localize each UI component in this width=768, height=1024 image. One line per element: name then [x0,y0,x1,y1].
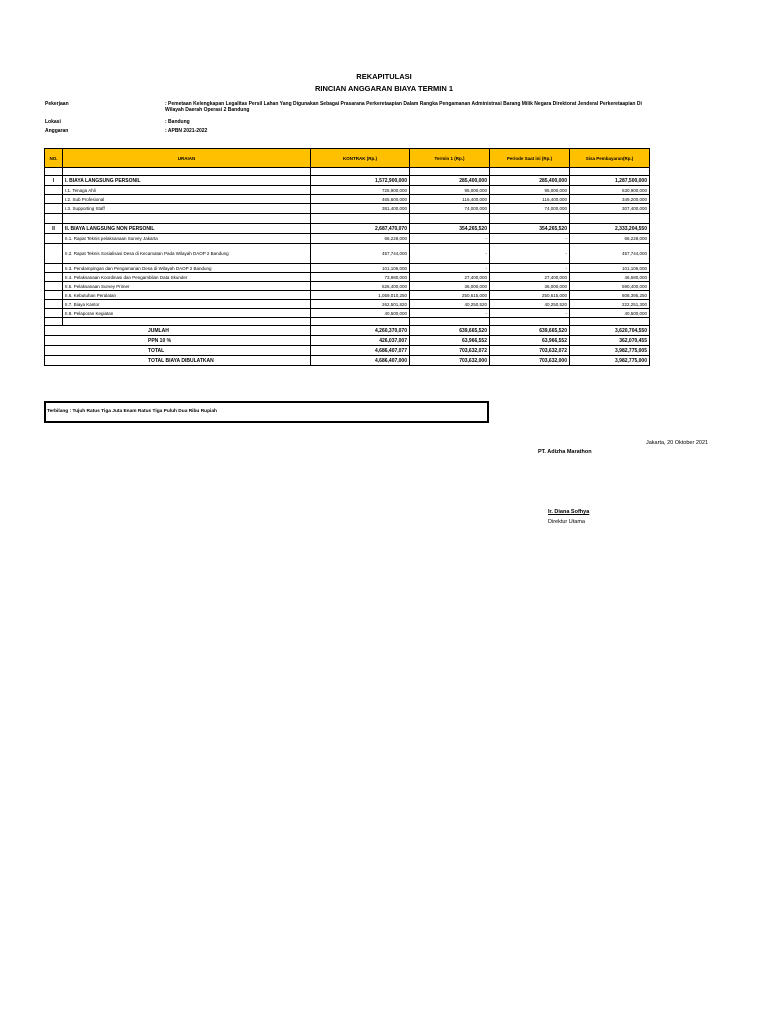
row-termin: - [410,264,490,273]
total-sisa: 3,620,704,550 [570,326,650,336]
total-periode: 703,632,000 [490,356,570,366]
row-periode: - [490,264,570,273]
total-kontrak: 426,037,007 [311,336,410,346]
spacer-cell [311,214,410,224]
row-uraian: II.7. Biaya Kantor [63,300,311,309]
info-value: : Bandung [165,119,190,125]
row-kontrak: 73,980,000 [311,273,410,282]
budget-table [44,148,650,366]
table-row [45,204,650,214]
row-termin: 116,400,000 [410,195,490,204]
total-sisa: 362,070,455 [570,336,650,346]
row-sisa: 66,228,000 [570,234,650,244]
info-label: Anggaran [45,128,69,134]
row-kontrak: 2,687,470,070 [311,224,410,234]
row-sisa: 307,400,000 [570,204,650,214]
table-row [45,176,650,186]
row-kontrak: 262,501,820 [311,300,410,309]
spacer-cell [311,318,410,326]
total-periode: 63,966,552 [490,336,570,346]
total-row [45,356,650,366]
row-sisa: 46,580,000 [570,273,650,282]
total-kontrak: 4,260,370,070 [311,326,410,336]
row-periode: 74,000,000 [490,204,570,214]
row-sisa: 101,106,000 [570,264,650,273]
total-row [45,336,650,346]
row-termin: 95,000,000 [410,186,490,195]
row-kontrak: 101,106,000 [311,264,410,273]
row-no [45,300,63,309]
spacer-cell [490,318,570,326]
spacer-cell [311,168,410,176]
table-row [45,195,650,204]
header-no: NO. [45,149,63,168]
row-periode: 285,400,000 [490,176,570,186]
row-kontrak: 626,400,000 [311,282,410,291]
row-uraian: II.4. Pelaksanaan Koordinasi dan Pengambilan Data Skunder [63,273,311,282]
row-sisa: 808,395,250 [570,291,650,300]
row-termin: 354,265,520 [410,224,490,234]
row-periode: - [490,244,570,264]
row-no: II [45,224,63,234]
row-uraian: II. BIAYA LANGSUNG NON PERSONIL [63,224,311,234]
row-no [45,273,63,282]
row-sisa: 222,251,300 [570,300,650,309]
table-row [45,309,650,318]
row-sisa: 349,200,000 [570,195,650,204]
row-sisa: 590,400,000 [570,282,650,291]
spacer-cell [410,214,490,224]
row-termin: 250,615,000 [410,291,490,300]
row-sisa: 630,900,000 [570,186,650,195]
signature-name: Ir. Diana Sofhya [548,509,590,515]
row-periode: 116,400,000 [490,195,570,204]
table-row [45,186,650,195]
row-termin: 40,250,520 [410,300,490,309]
spacer-cell [570,318,650,326]
header-kontrak: KONTRAK (Rp.) [311,149,410,168]
table-header-row [45,149,650,168]
total-sisa: 3,982,775,005 [570,346,650,356]
spacer-cell [63,214,311,224]
spacer-cell [45,168,63,176]
budget-table-body [45,149,650,366]
row-kontrak: 725,900,000 [311,186,410,195]
total-kontrak: 4,686,407,077 [311,346,410,356]
signature-position: Direktur Utama [548,519,585,525]
info-label: Pekerjaan [45,101,69,107]
row-termin: 285,400,000 [410,176,490,186]
total-sisa: 3,982,775,000 [570,356,650,366]
row-termin: 27,400,000 [410,273,490,282]
header-sisa: Sisa Pembayaran(Rp.) [570,149,650,168]
row-periode: 40,250,520 [490,300,570,309]
header-uraian: URAIAN [63,149,311,168]
row-termin: 74,000,000 [410,204,490,214]
row-kontrak: 1,059,010,250 [311,291,410,300]
table-row [45,224,650,234]
table-row [45,234,650,244]
row-periode: 250,615,000 [490,291,570,300]
terbilang-box: Terbilang : Tujuh Ratus Tiga Juta Enam Ratus Tiga Puluh Dua Ribu Rupiah [44,401,489,423]
row-uraian: II.5. Pelaksanaan Survey Primer [63,282,311,291]
table-row [45,244,650,264]
row-uraian: I.1. Tenaga Ahli [63,186,311,195]
row-no [45,309,63,318]
total-kontrak: 4,686,407,000 [311,356,410,366]
row-sisa: 2,333,204,550 [570,224,650,234]
row-kontrak: 381,400,000 [311,204,410,214]
signature-company: PT. Adizha Marathon [538,449,592,455]
spacer-cell [410,318,490,326]
table-row [45,264,650,273]
doc-subtitle: RINCIAN ANGGARAN BIAYA TERMIN 1 [314,84,454,93]
row-kontrak: 66,228,000 [311,234,410,244]
total-label: TOTAL BIAYA DIBULATKAN [45,356,311,366]
signature-place-date: Jakarta, 20 Oktober 2021 [646,440,709,446]
table-row [45,300,650,309]
total-row [45,346,650,356]
total-termin: 703,632,072 [410,346,490,356]
total-label: PPN 10 % [45,336,311,346]
row-no [45,204,63,214]
row-no [45,291,63,300]
row-uraian: II.8. Pelaporan Kegiatan [63,309,311,318]
row-uraian: II.1. Rapat Teknis pelaksanaan Survey Jakarta [63,234,311,244]
row-kontrak: 1,572,900,000 [311,176,410,186]
row-termin: 36,000,000 [410,282,490,291]
row-periode: 95,000,000 [490,186,570,195]
total-termin: 63,966,552 [410,336,490,346]
row-no [45,264,63,273]
total-periode: 703,632,072 [490,346,570,356]
row-termin: - [410,234,490,244]
spacer-cell [410,168,490,176]
table-row [45,282,650,291]
row-kontrak: 457,744,000 [311,244,410,264]
info-value: : APBN 2021-2022 [165,128,208,134]
row-periode: 27,400,000 [490,273,570,282]
info-label: Lokasi [45,119,61,125]
row-no [45,186,63,195]
table-row [45,273,650,282]
row-sisa: 40,500,000 [570,309,650,318]
table-row [45,291,650,300]
spacer-cell [63,318,311,326]
row-uraian: I.3. Supporting Staff [63,204,311,214]
spacer-cell [45,318,63,326]
spacer-row [45,214,650,224]
row-kontrak: 40,500,000 [311,309,410,318]
total-label: JUMLAH [45,326,311,336]
row-periode: 36,000,000 [490,282,570,291]
spacer-cell [63,168,311,176]
row-sisa: 1,287,500,000 [570,176,650,186]
row-uraian: I. BIAYA LANGSUNG PERSONIL [63,176,311,186]
total-termin: 703,632,000 [410,356,490,366]
total-label: TOTAL [45,346,311,356]
total-periode: 639,665,520 [490,326,570,336]
row-periode: 354,265,520 [490,224,570,234]
total-row [45,326,650,336]
info-value: : Pemetaan Kelengkapan Legalitas Persil Lahan Yang Digunakan Sebagai Prasarana Perkeretaapian Dalam Rangka Pengamanan Administrasi Barang Milik Negara Direktorat Jenderal Perkeretaapian Di Wilayah Daerah Operasi 2 Bandung [165,101,642,113]
doc-title: REKAPITULASI [356,72,412,81]
spacer-row [45,318,650,326]
spacer-cell [490,214,570,224]
row-periode: - [490,234,570,244]
spacer-row [45,168,650,176]
row-no [45,244,63,264]
row-uraian: II.3. Pendampingan dan Pengamanan Desa di Wilayah DAOP 2 Bandung [63,264,311,273]
row-termin: - [410,309,490,318]
row-periode: - [490,309,570,318]
row-no [45,234,63,244]
header-termin: Termin 1 (Rp.) [410,149,490,168]
row-sisa: 457,744,000 [570,244,650,264]
row-uraian: II.6. Kebutuhan Peralatan [63,291,311,300]
spacer-cell [570,214,650,224]
header-periode: Periode Saat ini (Rp.) [490,149,570,168]
spacer-cell [45,214,63,224]
row-uraian: I.2. Sub Profesional [63,195,311,204]
spacer-cell [570,168,650,176]
row-uraian: II.2. Rapat Teknis Sosialisasi Desa di Kecamatan Pada Wilayah DAOP 2 Bandung [63,244,311,264]
total-termin: 639,665,520 [410,326,490,336]
row-no [45,282,63,291]
row-no: I [45,176,63,186]
row-no [45,195,63,204]
row-kontrak: 465,600,000 [311,195,410,204]
row-termin: - [410,244,490,264]
spacer-cell [490,168,570,176]
